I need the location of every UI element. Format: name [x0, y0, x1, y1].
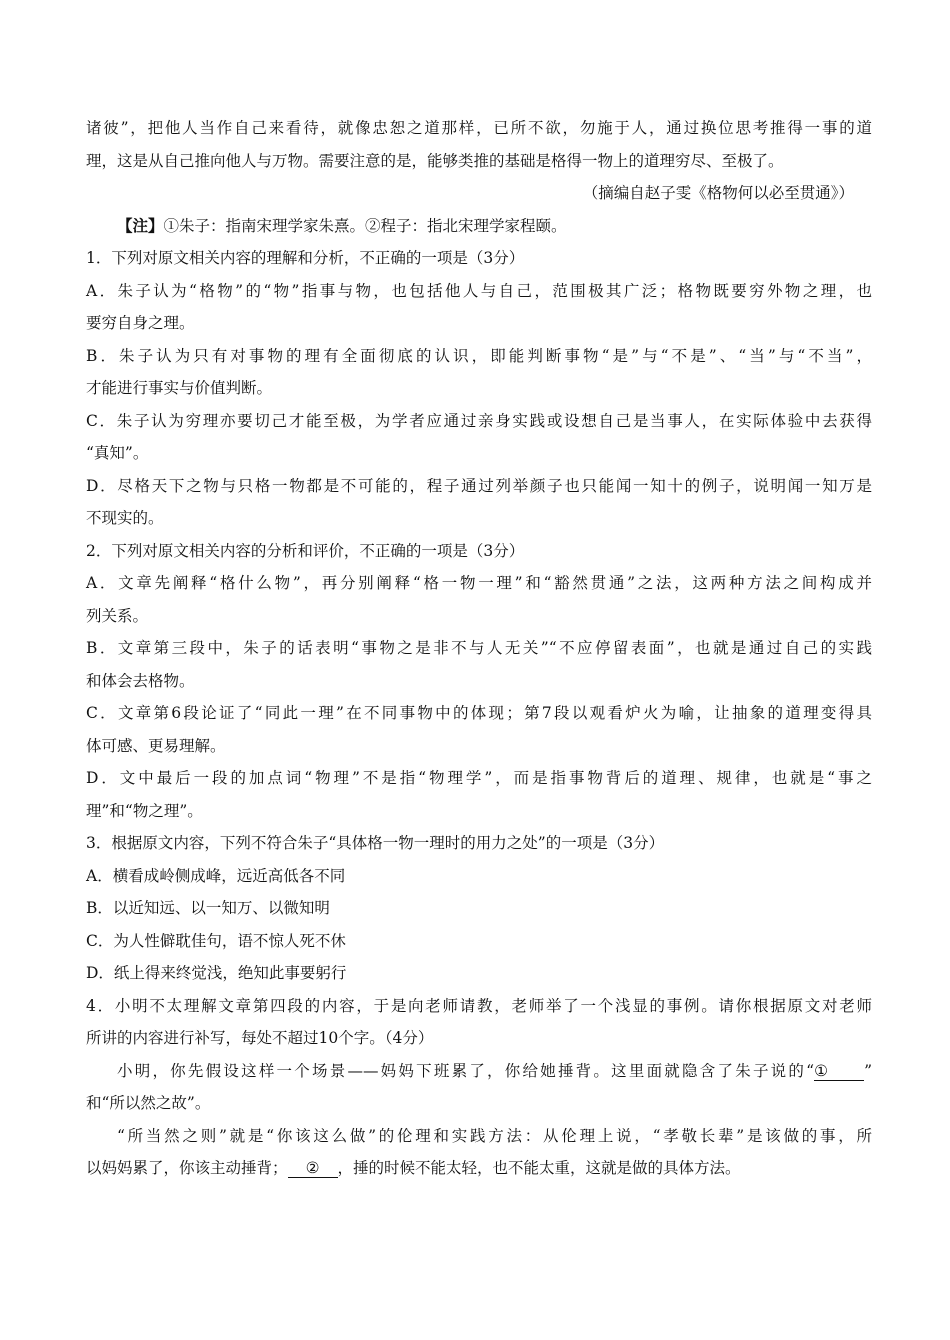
- q3-option-c: C．为人性僻耽佳句，语不惊人死不休: [86, 931, 346, 950]
- question-4-stem-cont: 所讲的内容进行补写，每处不超过10个字。（4分）: [86, 1029, 434, 1047]
- passage-line: 理，这是从自己推向他人与万物。需要注意的是，能够类推的基础是格得一物上的道理穷尽、至极了。: [86, 151, 784, 170]
- q3-option-d: D．纸上得来终觉浅，绝知此事要躬行: [86, 964, 347, 982]
- q4-dialogue-line: [86, 1152, 872, 1185]
- q1-option-b: B．朱子认为只有对事物的理有全面彻底的认识，即能判断事物“是”与“不是”、“当”与“不当”，: [86, 346, 872, 365]
- question-3-stem: 3．根据原文内容，下列不符合朱子“具体格一物一理时的用力之处”的一项是（3分）: [86, 834, 665, 852]
- q1-option-d-cont: 不现实的。: [86, 509, 164, 527]
- q4-dialogue-text: ”: [864, 1061, 872, 1080]
- question-4-stem: 4．小明不太理解文章第四段的内容，于是向老师请教，老师举了一个浅显的事例。请你根据原文对老师: [86, 996, 872, 1015]
- q2-option-d-cont: 理”和“物之理”。: [86, 801, 203, 820]
- footnote: [86, 210, 872, 243]
- source-citation: （摘编自赵子雯《格物何以必至贯通》）: [582, 184, 854, 202]
- q4-dialogue-line: [86, 1055, 872, 1088]
- q1-option-c: C．朱子认为穷理亦要切己才能至极，为学者应通过亲身实践或设想自己是当事人，在实际体验中去获得: [86, 411, 872, 430]
- q4-dialogue-text: 小明，你先假设这样一个场景——妈妈下班累了，你给她捶背。这里面就隐含了朱子说的“: [117, 1061, 815, 1080]
- q2-option-b: B．文章第三段中，朱子的话表明“事物之是非不与人无关”“不应停留表面”，也就是通过自己的实践: [86, 639, 872, 657]
- q2-option-b-cont: 和体会去格物。: [86, 671, 195, 690]
- q2-option-a-cont: 列关系。: [86, 606, 149, 625]
- q1-option-a-cont: 要穷自身之理。: [86, 314, 195, 332]
- q1-option-a: A．朱子认为“格物”的“物”指事与物，也包括他人与自己，范围极其广泛；格物既要穷外物之理，也: [86, 281, 872, 300]
- q1-option-c-cont: “真知”。: [86, 444, 149, 462]
- q4-dialogue-line: “所当然之则”就是“你该这么做”的伦理和实践方法：从伦理上说，“孝敬长辈”是该做的事，所: [117, 1126, 872, 1145]
- q1-option-d: D．尽格天下之物与只格一物都是不可能的，程子通过列举颜子也只能闻一知十的例子，说明闻一知万是: [86, 476, 872, 495]
- q2-option-a: A．文章先阐释“格什么物”，再分别阐释“格一物一理”和“豁然贯通”之法，这两种方法之间构成并: [86, 574, 872, 592]
- q2-option-d: D．文中最后一段的加点词“物理”不是指“物理学”，而是指事物背后的道理、规律，也就是“事之: [86, 769, 872, 787]
- q4-dialogue-text: ，捶的时候不能太轻，也不能太重，这就是做的具体方法。: [337, 1159, 741, 1177]
- question-1-stem: 1．下列对原文相关内容的理解和分析，不正确的一项是（3分）: [86, 249, 525, 267]
- footnote-label: 【注】: [117, 215, 164, 235]
- passage-line: 诸彼”，把他人当作自己来看待，就像忠恕之道那样，已所不欲，勿施于人，通过换位思考推得一事的道: [86, 119, 872, 137]
- q3-option-b: B．以近知远、以一知万、以微知明: [86, 899, 330, 917]
- q3-option-a: A．横看成岭侧成峰，远近高低各不同: [86, 866, 346, 885]
- q4-dialogue-line: 和“所以然之故”。: [86, 1094, 211, 1112]
- exam-page: [86, 112, 872, 1185]
- q1-option-b-cont: 才能进行事实与价值判断。: [86, 379, 273, 397]
- q4-dialogue-text: 以妈妈累了，你该主动捶背；: [86, 1159, 288, 1177]
- q2-option-c: C．文章第6段论证了“同此一理”在不同事物中的体现；第7段以观看炉火为喻，让抽象的道理变得具: [86, 704, 872, 722]
- q2-option-c-cont: 体可感、更易理解。: [86, 736, 226, 755]
- question-2-stem: 2．下列对原文相关内容的分析和评价，不正确的一项是（3分）: [86, 541, 525, 560]
- answer-blank-1[interactable]: ①: [814, 1062, 864, 1081]
- answer-blank-2[interactable]: ②: [288, 1159, 338, 1178]
- footnote-text: ①朱子：指南宋理学家朱熹。②程子：指北宋理学家程颐。: [163, 216, 567, 235]
